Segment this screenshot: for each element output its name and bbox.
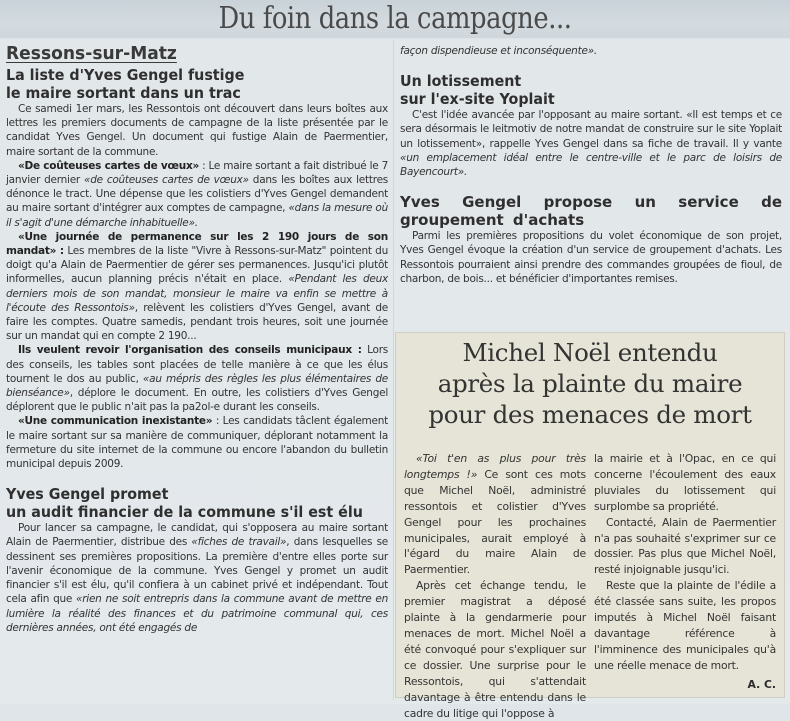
headline-line: le maire sortant dans un trac [6,84,241,102]
quote: «dans la mesure où il s'agit d'une démarche inhabituelle». [6,202,388,229]
spacer [6,471,388,485]
article-headline [6,66,388,102]
section-title: Ressons-sur-Matz [6,43,177,64]
headline-line: Un lotissement [400,72,522,91]
lead-in: Ils veulent revoir l'organisation des conseils municipaux : [18,344,362,357]
text: , relèvent les colistiers d'Yves Gengel, avant de faire les comptes. Quatre samedis, pendant trois heures, soit une journée sur un mandat qui en compte 2 190... [6,301,388,343]
headline-line: un audit financier de la commune s'il est élu [6,503,363,522]
lead-in: «Une communication inexistante» [18,415,213,428]
box-headline [396,333,784,430]
paragraph [404,451,586,578]
paragraph: Parmi les premières propositions du volet économique de son projet, Yves Gengel évoque la création d'un service de groupement d'achats. Les Ressontois pourraient ainsi prendre des commandes groupées de fioul, de charbon, de bois... et bénéficier d'importantes remises. [400,230,782,285]
paragraph [6,230,388,344]
quote: «rien ne soit entrepris dans la commune avant de mettre en lumière la réalité des finances et du patrimoine communal qui, ces dernières années, ont été engagés de [6,593,388,634]
lead-in: «Une journée de permanence sur les 2 190 jours de son mandat» : [6,230,388,258]
article-headline [400,72,782,108]
paragraph: la mairie et à l'Opac, en ce qui concerne l'écoulement des eaux pluviales du lotissement qui surplombe sa propriété. [594,452,776,513]
headline-line: pour des menaces de mort [428,400,752,429]
paragraph: Contacté, Alain de Paermentier n'a pas souhaité s'exprimer sur ce dossier. Pas plus que Michel Noël, resté injoignable jusqu'ici. [594,515,776,577]
paragraph: Après cet échange tendu, le premier magistrat a déposé plainte à la gendarmerie pour menaces de mort. Michel Noël a été convoqué pour s'expliquer sur ce dossier. Une surprise pour le Ressontois, qui s'attendait davantage à être entendu dans le cadre du litige qui l'oppose à [404,579,586,720]
lead-in: «De coûteuses cartes de vœux» [18,159,200,172]
boxed-article [395,332,785,720]
column-divider [393,40,394,700]
headline-line: La liste d'Yves Gengel fustige [6,66,245,84]
text: Les membres de la liste "Vivre à Ressons-sur-Matz" pointent du doigt qu'a Alain de Paermentier de gérer ses permanences. Jusqu'ici plutôt informelles, aucun planning précis n'était en place. [6,245,388,286]
article-headline [6,485,388,521]
text: Lors des conseils, les tables sont placées de telle manière à ce que les élus tournent le dos au public, [6,344,388,385]
paragraph-continuation [400,44,782,58]
headline-line: Yves Gengel promet [6,485,169,504]
text: , déplore le document. En outre, les colistiers d'Yves Gengel déplorent que le public n'ait pas la pa2ol-e durant les conseils. [6,387,388,414]
box-column-2 [594,451,776,721]
spacer [400,179,782,193]
quote: «au mépris des règles les plus élémentaires de bienséance» [6,372,389,400]
text: C'est l'idée avancée par l'opposant au maire sortant. «Il est temps et ce sera désormais le leitmotiv de notre mandat de construire sur le site Yoplait un lotissement», rappelle Yves Gengel dans sa fiche de travail. Il y vante [400,109,782,150]
quote: «fiches de travail» [191,536,287,549]
text: : Le maire sortant a fait distribué le 7 janvier dernier [6,159,388,187]
quote: «un emplacement idéal entre le centre-ville et le parc de loisirs de Bayencourt». [400,151,782,179]
quote: façon dispendieuse et inconséquente». [400,45,597,57]
quote: «Pendant les deux derniers mois de son mandat, monsieur le maire va enfin se mettre à l'écoute des Ressontois» [6,273,388,314]
text: Ce sont ces mots que Michel Noël, administré ressontois et colistier d'Yves Gengel pour les prochaines municipales, aurait employé à l'égard du maire Alain de Paermentier. [404,467,586,577]
text: dans les boîtes aux lettres dénonce le tract. Une dépense que les colistiers d'Yves Gengel demandent au maire sortant d'intégrer aux comptes de campagne, [6,174,388,215]
text: Pour lancer sa campagne, le candidat, qui s'opposera au maire sortant Alain de Paermentier, distribue des [6,522,388,549]
paragraph [6,159,388,230]
paragraph [6,343,388,414]
headline-line: après la plainte du maire [437,369,743,398]
quote: «de coûteuses cartes de vœux» [83,174,249,187]
headline-line: Michel Noël entendu [462,338,718,367]
quote: «Toi t'en as plus pour très longtemps !» [404,452,586,481]
text: , dans lesquelles se dessinent ses premières propositions. La première d'entre elles porte sur l'avenir économique de la commune. Yves Gengel y promet un audit financier s'il est élu, qu'il confiera à un cabinet privé et indépendant. Tout cela afin que [6,536,388,606]
paragraph: Ce samedi 1er mars, les Ressontois ont découvert dans leurs boîtes aux lettres les premiers documents de campagne de la liste présentée par le candidat Yves Gengel. Un document qui fustige Alain de Paermentier, maire sortant de la commune. [6,103,388,158]
paragraph [6,414,388,471]
box-columns [404,451,776,721]
page-banner [0,0,790,38]
banner-title: Du foin dans la campagne... [218,1,572,36]
box-column-1 [404,451,586,721]
left-column [6,44,388,635]
paragraph [6,521,388,635]
text: : Les candidats tâclent également le maire sortant sur sa manière de communiquer, déplorant notamment la fermeture du site internet de la commune ou encore l'abandon du bulletin municipal depuis 2009. [6,415,388,471]
article-headline: Yves Gengel propose un service de groupement d'achats [400,193,782,230]
paragraph: Reste que la plainte de l'édile a été classée sans suite, les propos imputés à Michel Noël faisant davantage référence à l'imminence des municipales qu'à une réelle menace de mort. [594,579,776,672]
author-signature: A. C. [747,677,776,691]
paragraph [400,108,782,179]
spacer [400,58,782,72]
right-column [400,44,782,286]
headline-line: sur l'ex-site Yoplait [400,90,555,109]
